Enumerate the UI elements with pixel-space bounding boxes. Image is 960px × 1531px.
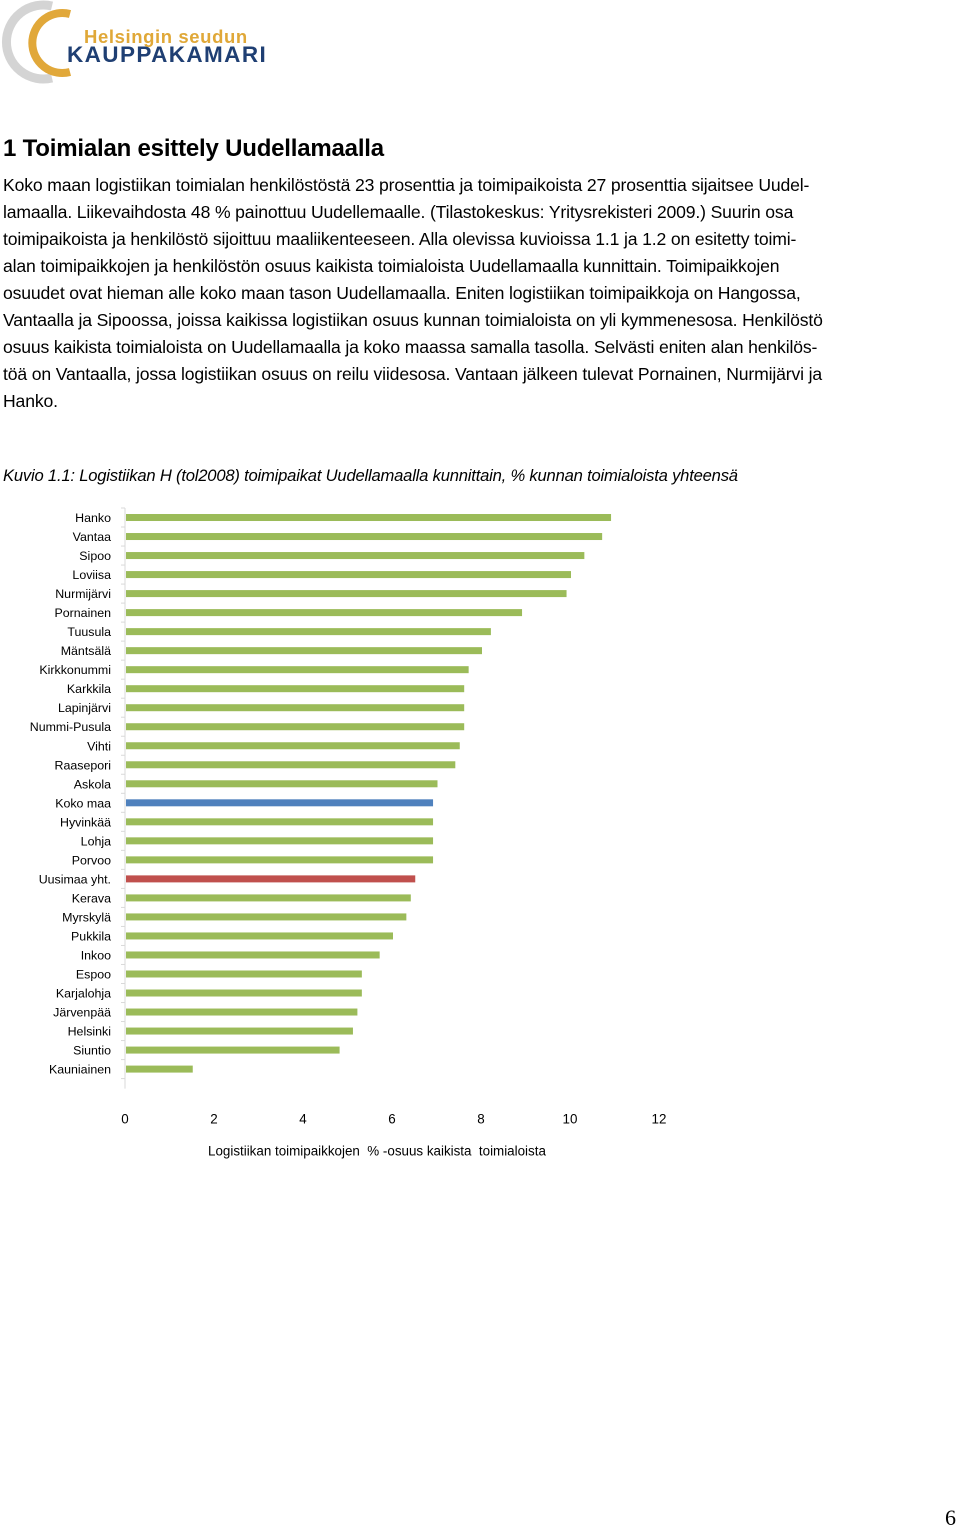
intro-line: osuus kaikista toimialoista on Uudellamaalla ja koko maassa samalla tasolla. Selvästi eniten alan henkilös- bbox=[3, 337, 818, 357]
x-tick-label: 2 bbox=[210, 1111, 218, 1127]
category-label: Tuusula bbox=[67, 625, 111, 640]
category-label: Inkoo bbox=[80, 948, 111, 963]
bar bbox=[126, 780, 438, 787]
bar bbox=[126, 1047, 340, 1054]
bar bbox=[126, 951, 380, 958]
bar bbox=[126, 990, 362, 997]
bar bbox=[126, 628, 491, 635]
category-label: Vihti bbox=[87, 739, 111, 754]
bar bbox=[126, 571, 571, 578]
bar bbox=[126, 1066, 193, 1073]
intro-line: Vantaalla ja Sipoossa, joissa kaikissa logistiikan osuus kunnan toimialoista on yli kymmenesosa. Henkilöstö bbox=[3, 310, 823, 330]
bar bbox=[126, 818, 433, 825]
x-tick-label: 10 bbox=[562, 1111, 578, 1127]
bar bbox=[126, 932, 393, 939]
bar bbox=[126, 742, 460, 749]
category-label: Vantaa bbox=[72, 530, 111, 545]
bar bbox=[126, 704, 464, 711]
bar bbox=[126, 1028, 353, 1035]
category-label: Kirkkonummi bbox=[39, 663, 111, 678]
category-label: Karkkila bbox=[66, 682, 111, 697]
bar bbox=[126, 875, 415, 882]
intro-line: Koko maan logistiikan toimialan henkilöstöstä 23 prosenttia ja toimipaikoista 27 prosenttia sijaitsee Uudel- bbox=[3, 175, 810, 195]
category-label: Sipoo bbox=[79, 549, 111, 564]
intro-line: toimipaikoista ja henkilöstö sijoittuu maaliikenteeseen. Alla olevissa kuvioissa 1.1 ja 1.2 on esitetty toimi- bbox=[3, 229, 797, 249]
intro-line: lamaalla. Liikevaihdosta 48 % painottuu Uudellemaalle. (Tilastokeskus: Yritysrekisteri 2009.) Suurin osa bbox=[3, 202, 794, 222]
bar bbox=[126, 970, 362, 977]
category-label: Pornainen bbox=[54, 606, 111, 621]
category-label: Hyvinkää bbox=[60, 815, 111, 830]
category-label: Järvenpää bbox=[53, 1005, 111, 1020]
kauppakamari-logo bbox=[0, 0, 300, 84]
bar bbox=[126, 856, 433, 863]
category-label: Karjalohja bbox=[55, 986, 111, 1001]
category-label: Lapinjärvi bbox=[57, 701, 111, 716]
bar bbox=[126, 723, 464, 730]
category-label: Espoo bbox=[75, 967, 111, 982]
category-label: Raasepori bbox=[54, 758, 111, 773]
category-label: Helsinki bbox=[67, 1024, 111, 1039]
intro-line: Hanko. bbox=[3, 391, 58, 411]
category-label: Nurmijärvi bbox=[55, 587, 111, 602]
figure-caption: Kuvio 1.1: Logistiikan H (tol2008) toimipaikat Uudellamaalla kunnittain, % kunnan toimialoista yhteensä bbox=[3, 466, 738, 485]
category-label: Kauniainen bbox=[48, 1062, 111, 1077]
page-number: 6 bbox=[945, 1505, 956, 1530]
x-tick-label: 12 bbox=[651, 1111, 667, 1127]
x-tick-label: 4 bbox=[299, 1111, 307, 1127]
x-tick-label: 0 bbox=[121, 1111, 129, 1127]
bar bbox=[126, 685, 464, 692]
logo-line1: Helsingin seudun bbox=[84, 26, 248, 47]
category-label: Siuntio bbox=[73, 1043, 111, 1058]
category-label: Pukkila bbox=[71, 929, 111, 944]
bar bbox=[126, 761, 455, 768]
bar bbox=[126, 913, 406, 920]
intro-paragraph bbox=[3, 172, 955, 415]
category-label: Porvoo bbox=[71, 853, 111, 868]
x-tick-label: 6 bbox=[388, 1111, 396, 1127]
logo-ring-gold bbox=[32, 13, 70, 73]
category-label: Myrskylä bbox=[62, 910, 111, 925]
bar bbox=[126, 590, 567, 597]
category-label: Koko maa bbox=[55, 796, 111, 811]
bar bbox=[126, 552, 584, 559]
category-label: Hanko bbox=[75, 511, 111, 526]
category-label: Kerava bbox=[71, 891, 111, 906]
bar bbox=[126, 799, 433, 806]
category-label: Mäntsälä bbox=[60, 644, 111, 659]
x-tick-label: 8 bbox=[477, 1111, 485, 1127]
section-heading: 1 Toimialan esittely Uudellamaalla bbox=[3, 135, 384, 162]
intro-line: töä on Vantaalla, jossa logistiikan osuus on reilu viidesosa. Vantaan jälkeen tulevat Pornainen, Nurmijärvi ja bbox=[3, 364, 823, 384]
logo-line2: KAUPPAKAMARI bbox=[67, 42, 268, 67]
category-label: Loviisa bbox=[72, 568, 111, 583]
bar bbox=[126, 1009, 357, 1016]
bar bbox=[126, 894, 411, 901]
bar bbox=[126, 647, 482, 654]
bar bbox=[126, 666, 469, 673]
category-label: Askola bbox=[73, 777, 111, 792]
category-label: Nummi-Pusula bbox=[29, 720, 111, 735]
bar-chart bbox=[0, 500, 700, 1160]
x-axis-title: Logistiikan toimipaikkojen % -osuus kaikista toimialoista bbox=[208, 1143, 546, 1159]
bar bbox=[126, 514, 611, 521]
intro-line: osuudet ovat hieman alle koko maan tason Uudellamaalla. Eniten logistiikan toimipaikkoja on Hangossa, bbox=[3, 283, 801, 303]
bar bbox=[126, 533, 602, 540]
intro-line: alan toimipaikkojen ja henkilöstön osuus kaikista toimialoista Uudellamaalla kunnittain. Toimipaikkojen bbox=[3, 256, 780, 276]
category-label: Uusimaa yht. bbox=[38, 872, 111, 887]
category-label: Lohja bbox=[80, 834, 111, 849]
bar bbox=[126, 837, 433, 844]
bar bbox=[126, 609, 522, 616]
